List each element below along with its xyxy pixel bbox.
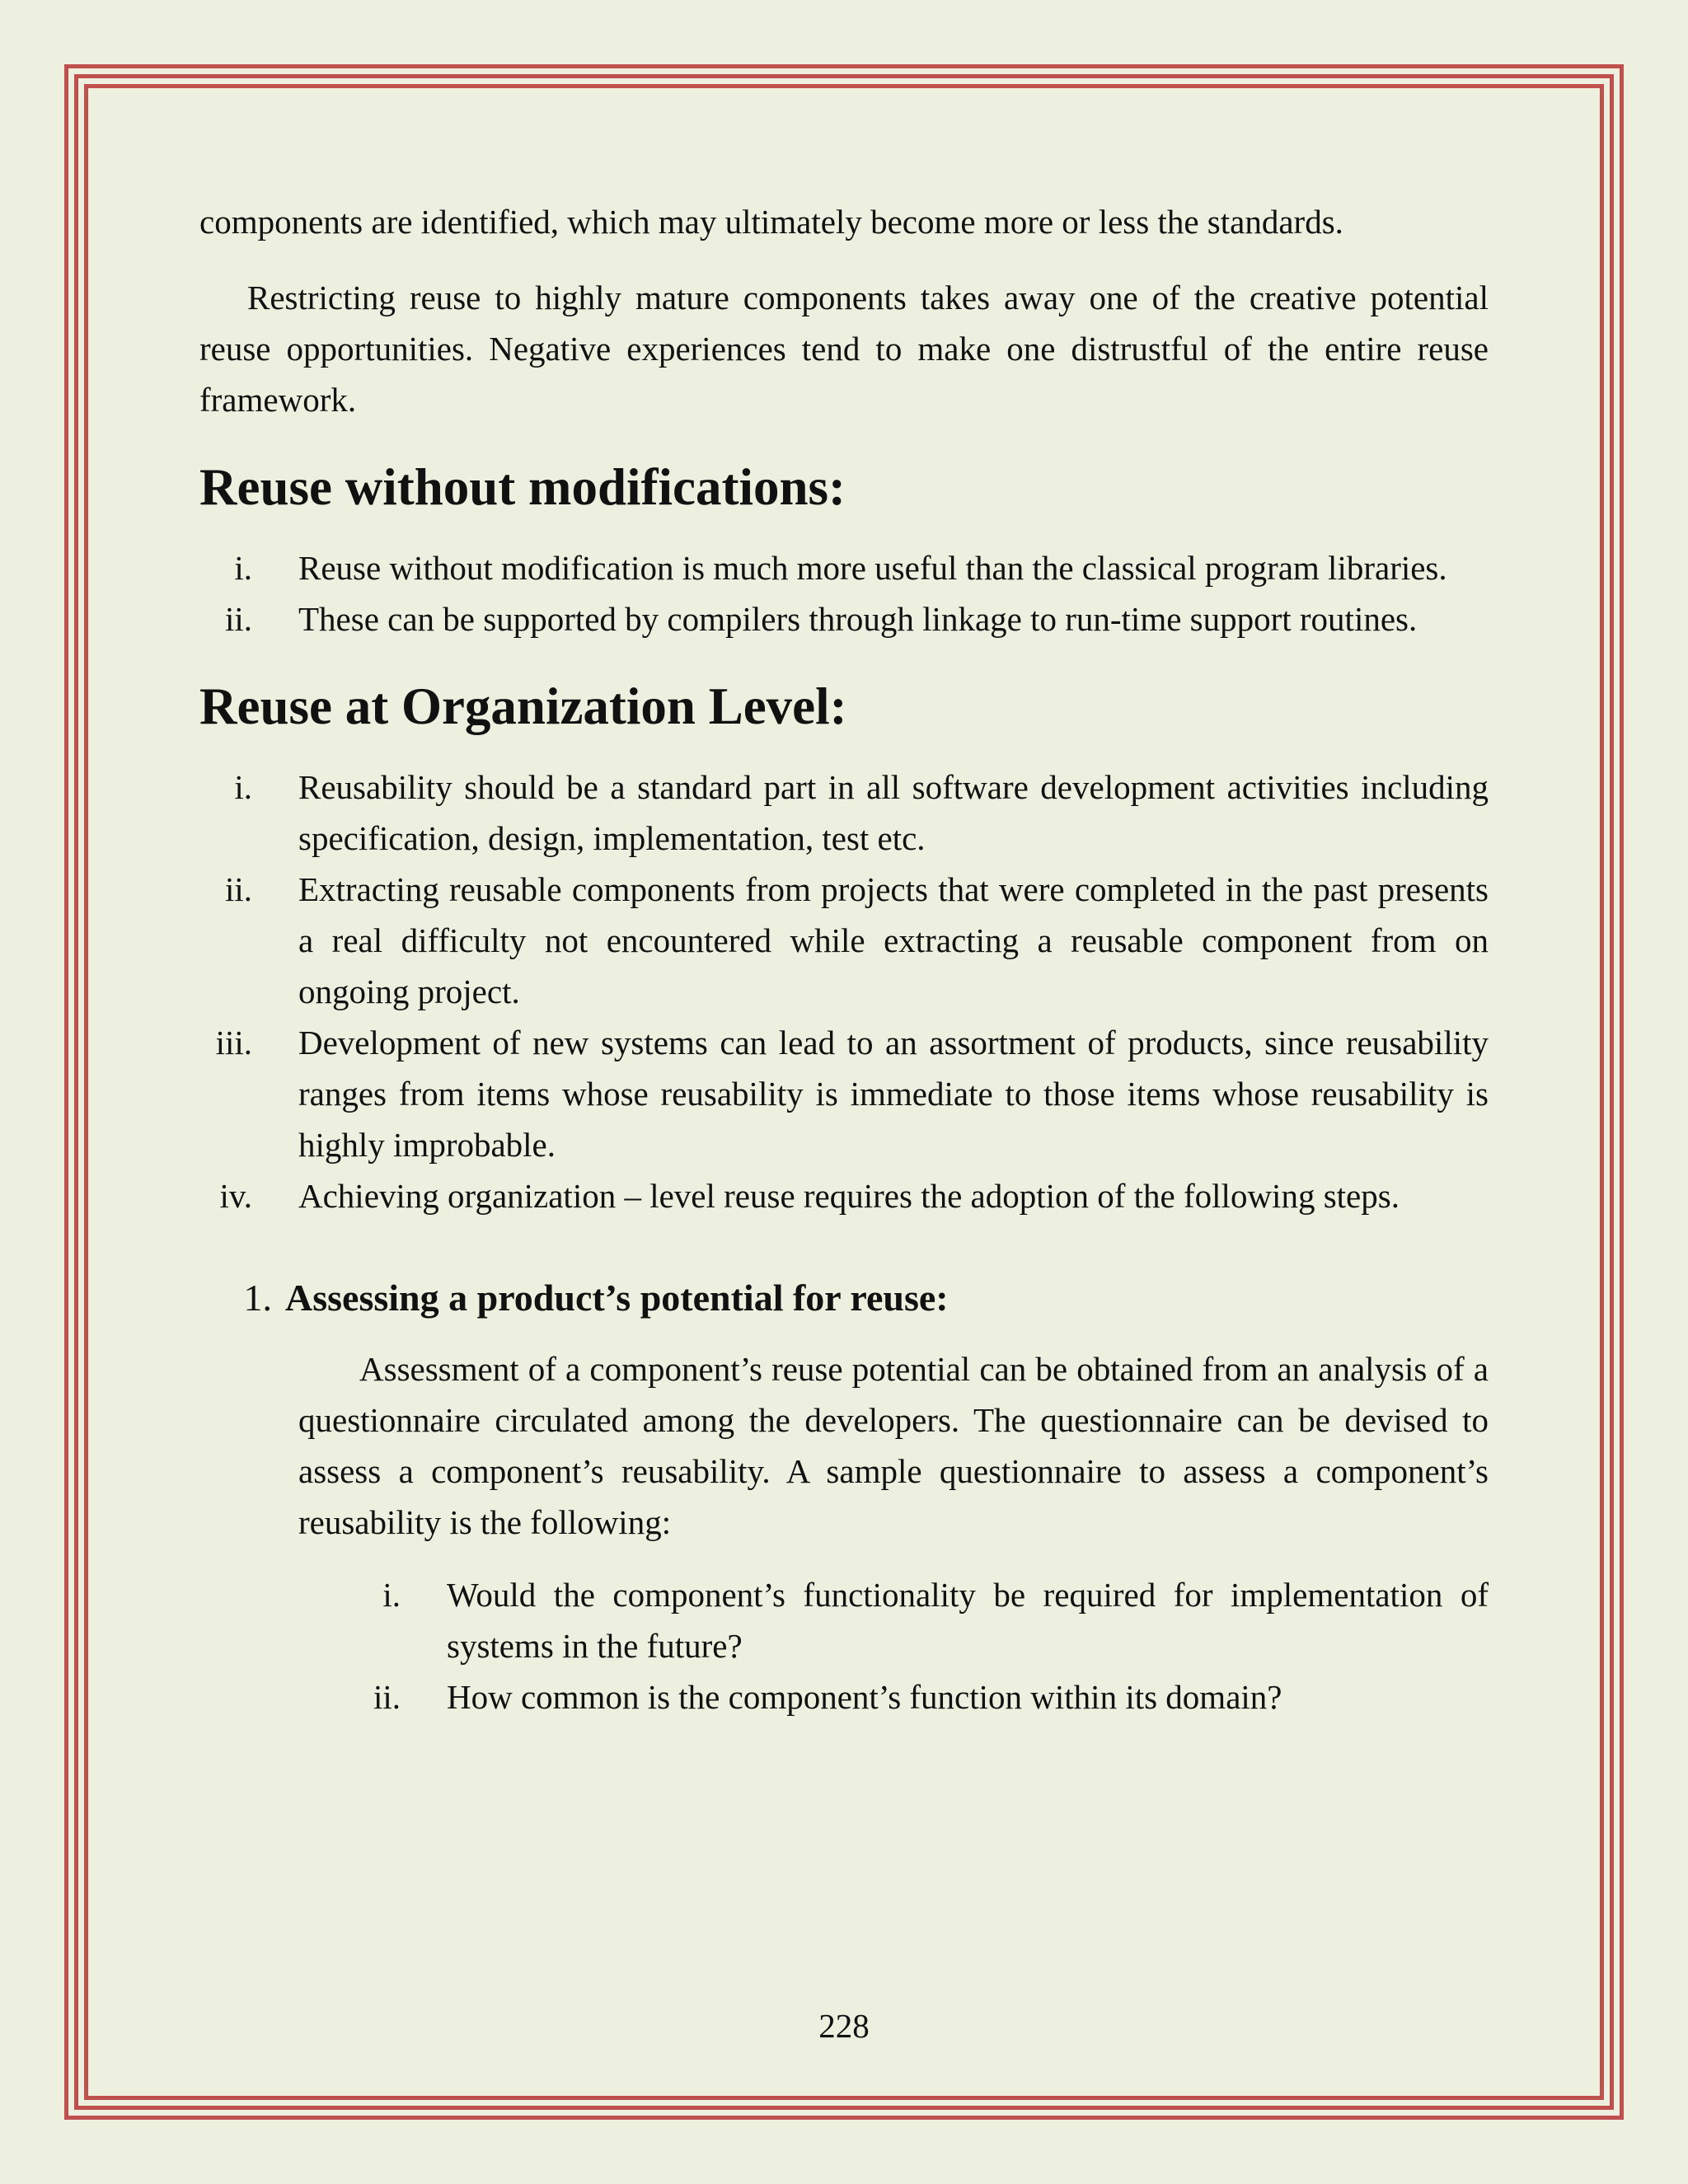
list-item-text: How common is the component’s function within its domain? bbox=[447, 1678, 1282, 1716]
step-number: 1. bbox=[243, 1277, 272, 1319]
list-item bbox=[199, 864, 1489, 1017]
list-item-text: Reusability should be a standard part in all software development activities including specification, design, implementation, test etc. bbox=[298, 768, 1489, 857]
page-number: 228 bbox=[818, 2007, 870, 2045]
step-paragraph: Assessment of a component’s reuse potential can be obtained from an analysis of a questionnaire circulated among the developers. The questionnaire can be devised to assess a component’s reusability. A sample questionnaire to assess a component’s reusability is the following: bbox=[298, 1350, 1489, 1541]
list-item-number: i. bbox=[382, 1576, 401, 1614]
list-item-text: Extracting reusable components from projects that were completed in the past presents a real difficulty not encountered while extracting a reusable component from on ongoing project. bbox=[298, 870, 1489, 1010]
list-item bbox=[199, 1017, 1489, 1170]
step-title: Assessing a product’s potential for reuse: bbox=[285, 1277, 949, 1319]
section-heading-reuse-without-modifications: Reuse without modifications: bbox=[199, 458, 846, 516]
section1-list bbox=[199, 542, 1489, 644]
step-body bbox=[298, 1343, 1489, 1548]
intro-paragraph-1: components are identified, which may ultimately become more or less the standards. bbox=[199, 203, 1343, 241]
list-item-text: These can be supported by compilers through linkage to run-time support routines. bbox=[298, 600, 1418, 638]
list-item bbox=[199, 542, 1489, 593]
list-item bbox=[298, 1569, 1489, 1671]
list-item-number: i. bbox=[234, 549, 252, 587]
questionnaire-list bbox=[298, 1569, 1489, 1722]
list-item bbox=[199, 593, 1489, 644]
intro-paragraph-2: Restricting reuse to highly mature components takes away one of the creative potential reuse opportunities. Negative experiences tend to make one distrustful of the entire reuse framework. bbox=[199, 279, 1489, 419]
list-item bbox=[298, 1671, 1489, 1722]
list-item-text: Achieving organization – level reuse requires the adoption of the following steps. bbox=[298, 1177, 1400, 1215]
step-heading bbox=[199, 1271, 1489, 1325]
page-content bbox=[199, 196, 1489, 1722]
list-item-text: Would the component’s functionality be required for implementation of systems in the future? bbox=[447, 1576, 1489, 1665]
list-item-number: i. bbox=[234, 768, 252, 806]
list-item-number: ii. bbox=[224, 870, 252, 908]
list-item-number: iii. bbox=[215, 1024, 252, 1062]
section-heading-reuse-at-organization-level: Reuse at Organization Level: bbox=[199, 677, 847, 735]
list-item-text: Development of new systems can lead to an assortment of products, since reusability ranges from items whose reusability is immediate to those items whose reusability is highly improbable. bbox=[298, 1024, 1489, 1164]
list-item-number: iv. bbox=[219, 1177, 252, 1215]
section2-list bbox=[199, 762, 1489, 1221]
list-item-number: ii. bbox=[224, 600, 252, 638]
list-item-number: ii. bbox=[373, 1678, 401, 1716]
list-item-text: Reuse without modification is much more useful than the classical program libraries. bbox=[298, 549, 1447, 587]
list-item bbox=[199, 762, 1489, 864]
list-item bbox=[199, 1170, 1489, 1221]
